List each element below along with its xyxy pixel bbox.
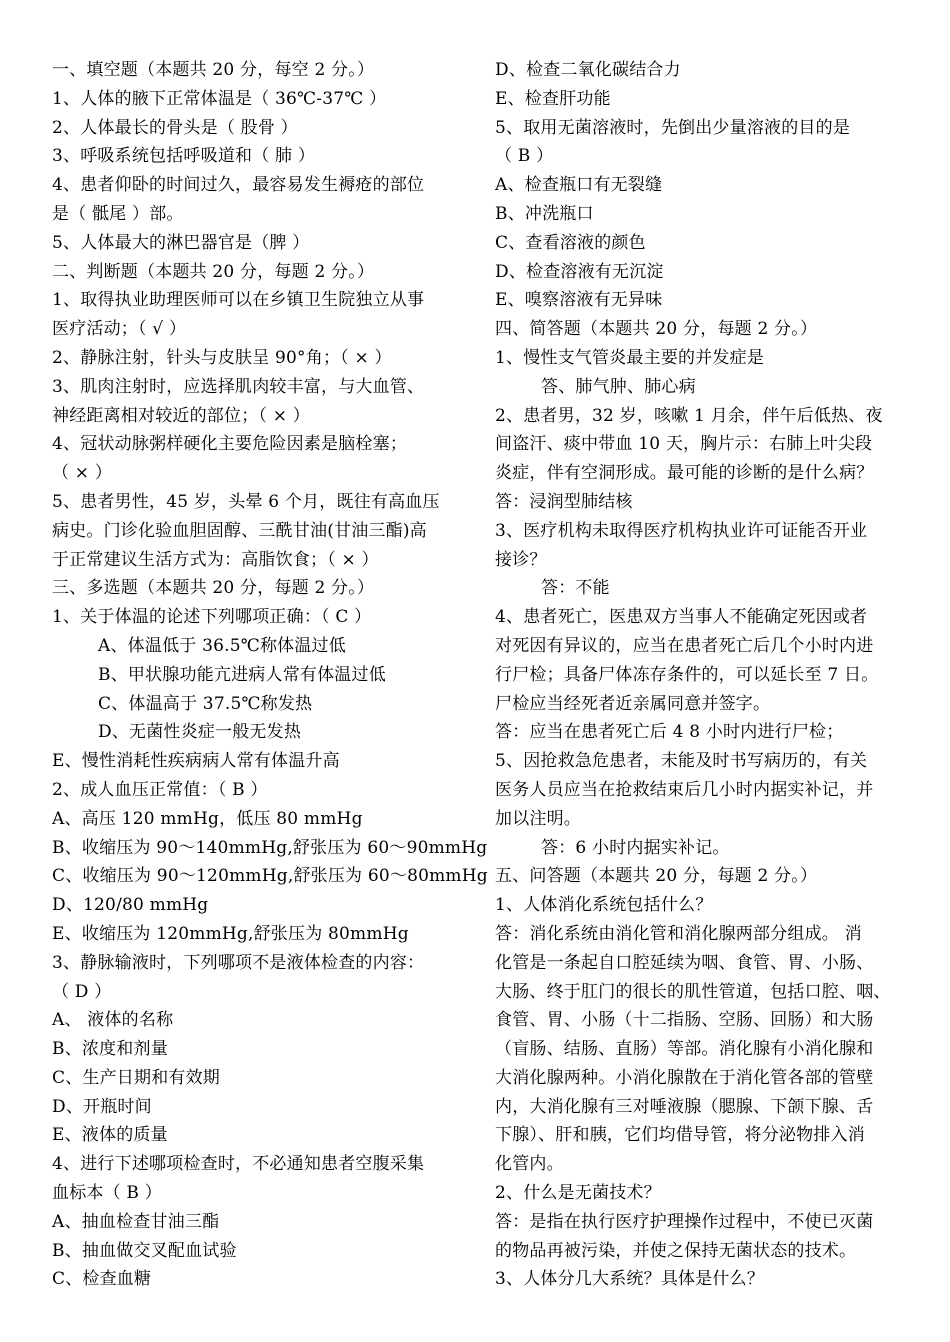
text-line: 1、关于体温的论述下列哪项正确：（ C ） [52, 607, 372, 628]
text-line: B、冲洗瓶口 [495, 203, 594, 224]
text-line: 大消化腺两种。小消化腺散在于消化管各部的管壁 [495, 1067, 874, 1088]
text-line: 五、问答题（本题共 20 分，每题 2 分。） [495, 866, 818, 887]
text-line: 三、多选题（本题共 20 分，每题 2 分。） [52, 578, 375, 599]
text-line: 医疗活动；（ √ ） [52, 319, 187, 340]
text-line: 神经距离相对较近的部位；（ × ） [52, 405, 310, 426]
text-line: 3、人体分几大系统？具体是什么？ [495, 1269, 765, 1290]
text-line: 4、患者死亡，医患双方当事人不能确定死因或者 [495, 607, 868, 628]
text-line: 3、呼吸系统包括呼吸道和（ 肺 ） [52, 146, 316, 167]
text-line: 5、因抢救急危患者，未能及时书写病历的，有关 [495, 751, 868, 772]
text-line: 答：6 小时内据实补记。 [541, 837, 730, 858]
text-line: C、查看溶液的颜色 [495, 232, 646, 253]
text-line: 大肠、终于肛门的很长的肌性管道，包括口腔、咽、 [495, 981, 891, 1002]
text-line: B、收缩压为 90～140mmHg,舒张压为 60～90mmHg [52, 837, 488, 858]
text-line: 四、简答题（本题共 20 分，每题 2 分。） [495, 319, 818, 340]
text-line: C、收缩压为 90～120mmHg,舒张压为 60～80mmHg [52, 866, 488, 887]
text-line: 2、什么是无菌技术？ [495, 1183, 661, 1204]
text-line: 2、人体最长的骨头是（ 股骨 ） [52, 117, 298, 138]
text-line: C、体温高于 37.5℃称发热 [98, 693, 313, 714]
text-line: B、抽血做交叉配血试验 [52, 1240, 237, 1261]
text-line: 一、填空题（本题共 20 分，每空 2 分。） [52, 60, 375, 80]
text-line: 2、静脉注射，针头与皮肤呈 90°角；（ × ） [52, 347, 392, 368]
text-line: D、检查溶液有无沉淀 [495, 261, 664, 282]
text-line: E、慢性消耗性疾病病人常有体温升高 [52, 751, 340, 772]
text-line: 5、取用无菌溶液时，先倒出少量溶液的目的是 [495, 117, 851, 138]
text-line: 对死因有异议的，应当在患者死亡后几个小时内进 [495, 635, 874, 656]
text-line: 炎症，伴有空洞形成。最可能的诊断的是什么病？ [495, 463, 874, 484]
text-line: 尸检应当经死者近亲属同意并签字。 [495, 693, 771, 714]
text-line: A、高压 120 mmHg，低压 80 mmHg [52, 808, 363, 829]
text-line: A、抽血检查甘油三酯 [52, 1211, 220, 1232]
text-line: 加以注明。 [495, 808, 581, 829]
text-line: 3、肌肉注射时，应选择肌肉较丰富，与大血管、 [52, 376, 425, 397]
text-line: 1、取得执业助理医师可以在乡镇卫生院独立从事 [52, 290, 425, 311]
text-line: （ B ） [495, 146, 554, 167]
text-line: D、无菌性炎症一般无发热 [98, 722, 302, 743]
text-line: 4、进行下述哪项检查时，不必通知患者空腹采集 [52, 1154, 425, 1175]
text-line: E、收缩压为 120mmHg,舒张压为 80mmHg [52, 923, 409, 944]
text-line: 答：是指在执行医疗护理操作过程中，不使已灭菌 [495, 1211, 874, 1232]
text-line: （盲肠、结肠、直肠）等部。消化腺有小消化腺和 [495, 1039, 874, 1060]
text-line: 1、慢性支气管炎最主要的并发症是 [495, 347, 765, 368]
text-line: 5、患者男性，45 岁，头晕 6 个月，既往有高血压 [52, 491, 440, 512]
text-line: 的物品再被污染，并使之保持无菌状态的技术。 [495, 1240, 857, 1261]
right-column [495, 56, 905, 1294]
text-line: C、生产日期和有效期 [52, 1067, 221, 1088]
text-line: 5、人体最大的淋巴器官是（脾 ） [52, 232, 310, 253]
text-line: 血标本（ B ） [52, 1183, 162, 1204]
text-line: E、液体的质量 [52, 1125, 168, 1146]
text-line: E、嗅察溶液有无异味 [495, 290, 663, 311]
text-line: 答、肺气肿、肺心病 [541, 376, 696, 397]
text-line: B、浓度和剂量 [52, 1039, 168, 1060]
text-line: 答：浸润型肺结核 [495, 491, 633, 512]
text-line: 于正常建议生活方式为：高脂饮食；（ × ） [52, 549, 379, 570]
text-line: （ × ） [52, 463, 113, 484]
text-line: 4、患者仰卧的时间过久，最容易发生褥疮的部位 [52, 175, 425, 196]
text-line: 内，大消化腺有三对唾液腺（腮腺、下颌下腺、舌 [495, 1096, 874, 1117]
text-line: B、甲状腺功能亢进病人常有体温过低 [98, 664, 386, 685]
text-line: 是（ 骶尾 ）部。 [52, 203, 184, 224]
text-line: A、 液体的名称 [52, 1010, 174, 1031]
text-line: E、检查肝功能 [495, 88, 611, 109]
text-line: 答：应当在患者死亡后 4 8 小时内进行尸检； [495, 722, 844, 743]
text-line: 医务人员应当在抢救结束后几小时内据实补记，并 [495, 779, 874, 800]
text-line: 食管、胃、小肠（十二指肠、空肠、回肠）和大肠 [495, 1010, 874, 1031]
text-line: 二、判断题（本题共 20 分，每题 2 分。） [52, 261, 375, 282]
text-line: 间盗汗、痰中带血 10 天，胸片示：右肺上叶尖段 [495, 434, 873, 455]
text-line: 下腺）、肝和胰，它们均借导管，将分泌物排入消 [495, 1125, 865, 1146]
text-line: 1、人体消化系统包括什么？ [495, 895, 713, 916]
text-line: A、检查瓶口有无裂缝 [495, 175, 663, 196]
text-line: D、120/80 mmHg [52, 895, 209, 916]
left-column [52, 56, 488, 1294]
text-line: （ D ） [52, 981, 112, 1002]
text-line: 答：消化系统由消化管和消化腺两部分组成。 消 [495, 923, 862, 944]
text-line: 4、冠状动脉粥样硬化主要危险因素是脑栓塞； [52, 434, 408, 455]
text-line: 病史。门诊化验血胆固醇、三酰甘油(甘油三酯)高 [52, 520, 427, 541]
text-line: 1、人体的腋下正常体温是（ 36℃-37℃ ） [52, 88, 387, 109]
text-line: 2、患者男，32 岁，咳嗽 1 月余，伴午后低热、夜 [495, 405, 883, 426]
text-line: C、检查血糖 [52, 1269, 152, 1290]
text-line: 答：不能 [541, 578, 610, 599]
text-line: D、检查二氧化碳结合力 [495, 60, 681, 80]
text-line: 接诊？ [495, 549, 547, 570]
text-line: 3、医疗机构未取得医疗机构执业许可证能否开业 [495, 520, 868, 541]
text-line: 2、成人血压正常值：（ B ） [52, 779, 268, 800]
text-line: 化管是一条起自口腔延续为咽、食管、胃、小肠、 [495, 952, 874, 973]
text-line: 化管内。 [495, 1154, 564, 1175]
text-line: A、体温低于 36.5℃称体温过低 [98, 635, 346, 656]
text-line: 3、静脉输液时，下列哪项不是液体检查的内容： [52, 952, 425, 973]
text-line: D、开瓶时间 [52, 1096, 152, 1117]
text-line: 行尸检；具备尸体冻存条件的，可以延长至 7 日。 [495, 664, 879, 685]
